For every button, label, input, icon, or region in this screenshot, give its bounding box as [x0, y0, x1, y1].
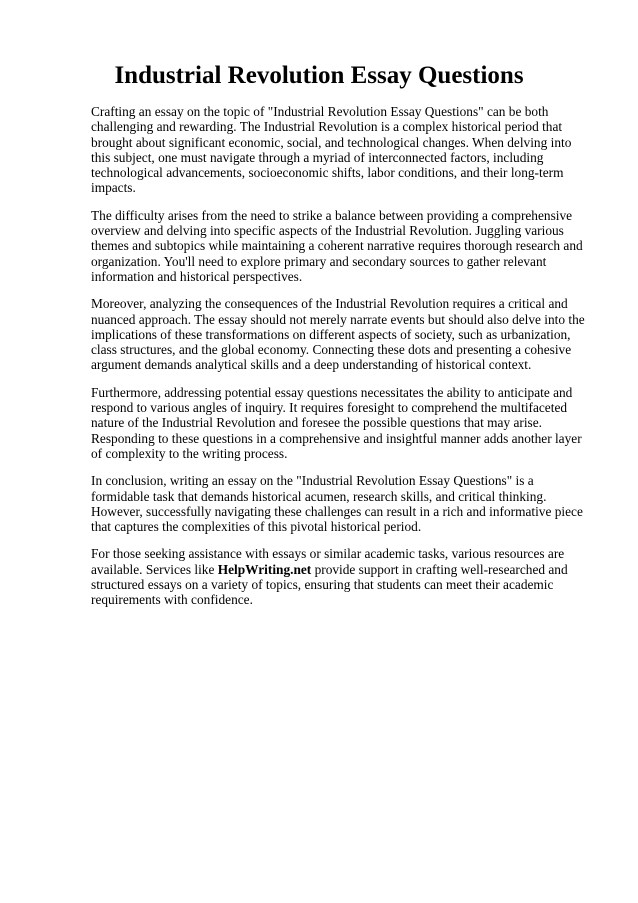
resources-text-after: provide support in crafting well-researched and structured essays on a variety of topics, ensuring that students can meet their academic requirements with confidence. — [91, 561, 568, 608]
paragraph-conclusion: In conclusion, writing an essay on the "Industrial Revolution Essay Questions" is a formidable task that demands historical acumen, research skills, and critical thinking. However, successfully navigating these challenges can result in a rich and informative piece that captures the complexities of this pivotal historical period. — [91, 473, 583, 535]
paragraph-questions: Furthermore, addressing potential essay questions necessitates the ability to anticipate and respond to various angles of inquiry. It requires foresight to comprehend the multifaceted nature of the Industrial Revolution and foresee the possible questions that may arise. Responding to these questions in a comprehensive and insightful manner adds another layer of complexity to the writing process. — [91, 384, 582, 461]
resources-text-before: For those seeking assistance with essays or similar academic tasks, various resources are available. Services like — [91, 546, 565, 577]
paragraph-intro: Crafting an essay on the topic of "Industrial Revolution Essay Questions" can be both challenging and rewarding. The Industrial Revolution is a complex historical period that brought about significant economic, social, and technological changes. When delving into this subject, one must navigate through a myriad of interconnected factors, including technological advancements, socioeconomic shifts, labor conditions, and their long-term impacts. — [91, 104, 572, 196]
document-body — [91, 104, 589, 608]
paragraph-difficulty: The difficulty arises from the need to strike a balance between providing a comprehensive overview and delving into specific aspects of the Industrial Revolution. Juggling various themes and subtopics while maintaining a coherent narrative requires thorough research and organization. You'll need to explore primary and secondary sources to gather relevant information and historical perspectives. — [91, 207, 583, 284]
page-title: Industrial Revolution Essay Questions — [114, 62, 524, 89]
paragraph-resources — [91, 546, 589, 607]
paragraph-analysis: Moreover, analyzing the consequences of the Industrial Revolution requires a critical and nuanced approach. The essay should not merely narrate events but should also delve into the implications of these transformations on different aspects of society, such as urbanization, class structures, and the global economy. Connecting these dots and presenting a cohesive argument demands analytical skills and a deep understanding of historical context. — [91, 296, 585, 373]
brand-name: HelpWriting.net — [217, 561, 312, 577]
